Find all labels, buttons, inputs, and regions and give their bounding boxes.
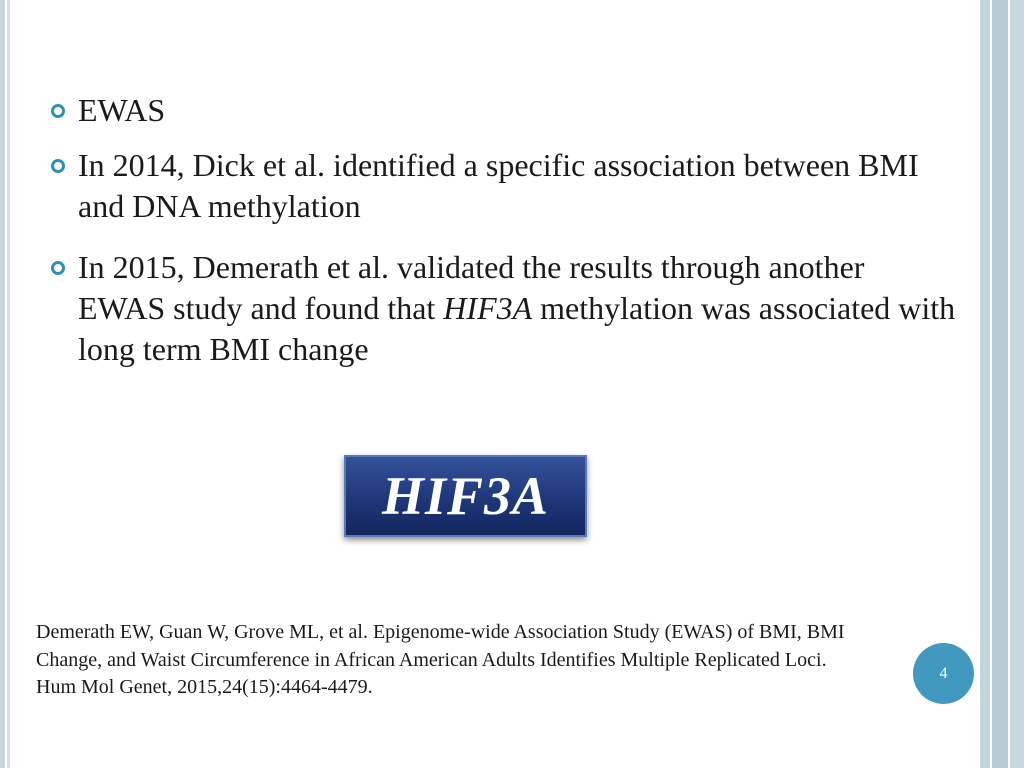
page-number: 4 — [939, 664, 948, 682]
right-border-decoration — [978, 0, 1024, 768]
bullet-circle-icon — [51, 104, 65, 118]
hif3a-label: HIF3A — [381, 466, 550, 526]
citation-reference: Demerath EW, Guan W, Grove ML, et al. Epigenome-wide Association Study (EWAS) of BMI, BMI Change, and Waist Circumference in African American Adults Identifies Multiple Replicated Loci. Hum Mol Genet, 2015,24(15):4464-4479. — [36, 621, 845, 698]
page-number-badge — [913, 643, 974, 704]
bullet-item-2014 — [48, 145, 958, 227]
bullet-text: EWAS — [78, 92, 166, 128]
bullet-circle-icon — [51, 261, 65, 275]
bullet-item-2015 — [48, 247, 958, 370]
bullet-text: In 2014, Dick et al. identified a specific association between BMI and DNA methylation — [78, 147, 919, 224]
bullet-text-before: In 2015, Demerath et al. validated the results through another EWAS study and found that — [78, 249, 865, 326]
bullet-list — [48, 90, 958, 390]
hif3a-highlight-box — [344, 455, 587, 537]
gene-name: HIF3A — [443, 290, 533, 326]
left-border-decoration — [0, 0, 10, 768]
bullet-text-after: methylation was associated with long term BMI change — [78, 290, 956, 367]
bullet-item-ewas — [48, 90, 958, 131]
bullet-circle-icon — [51, 159, 65, 173]
